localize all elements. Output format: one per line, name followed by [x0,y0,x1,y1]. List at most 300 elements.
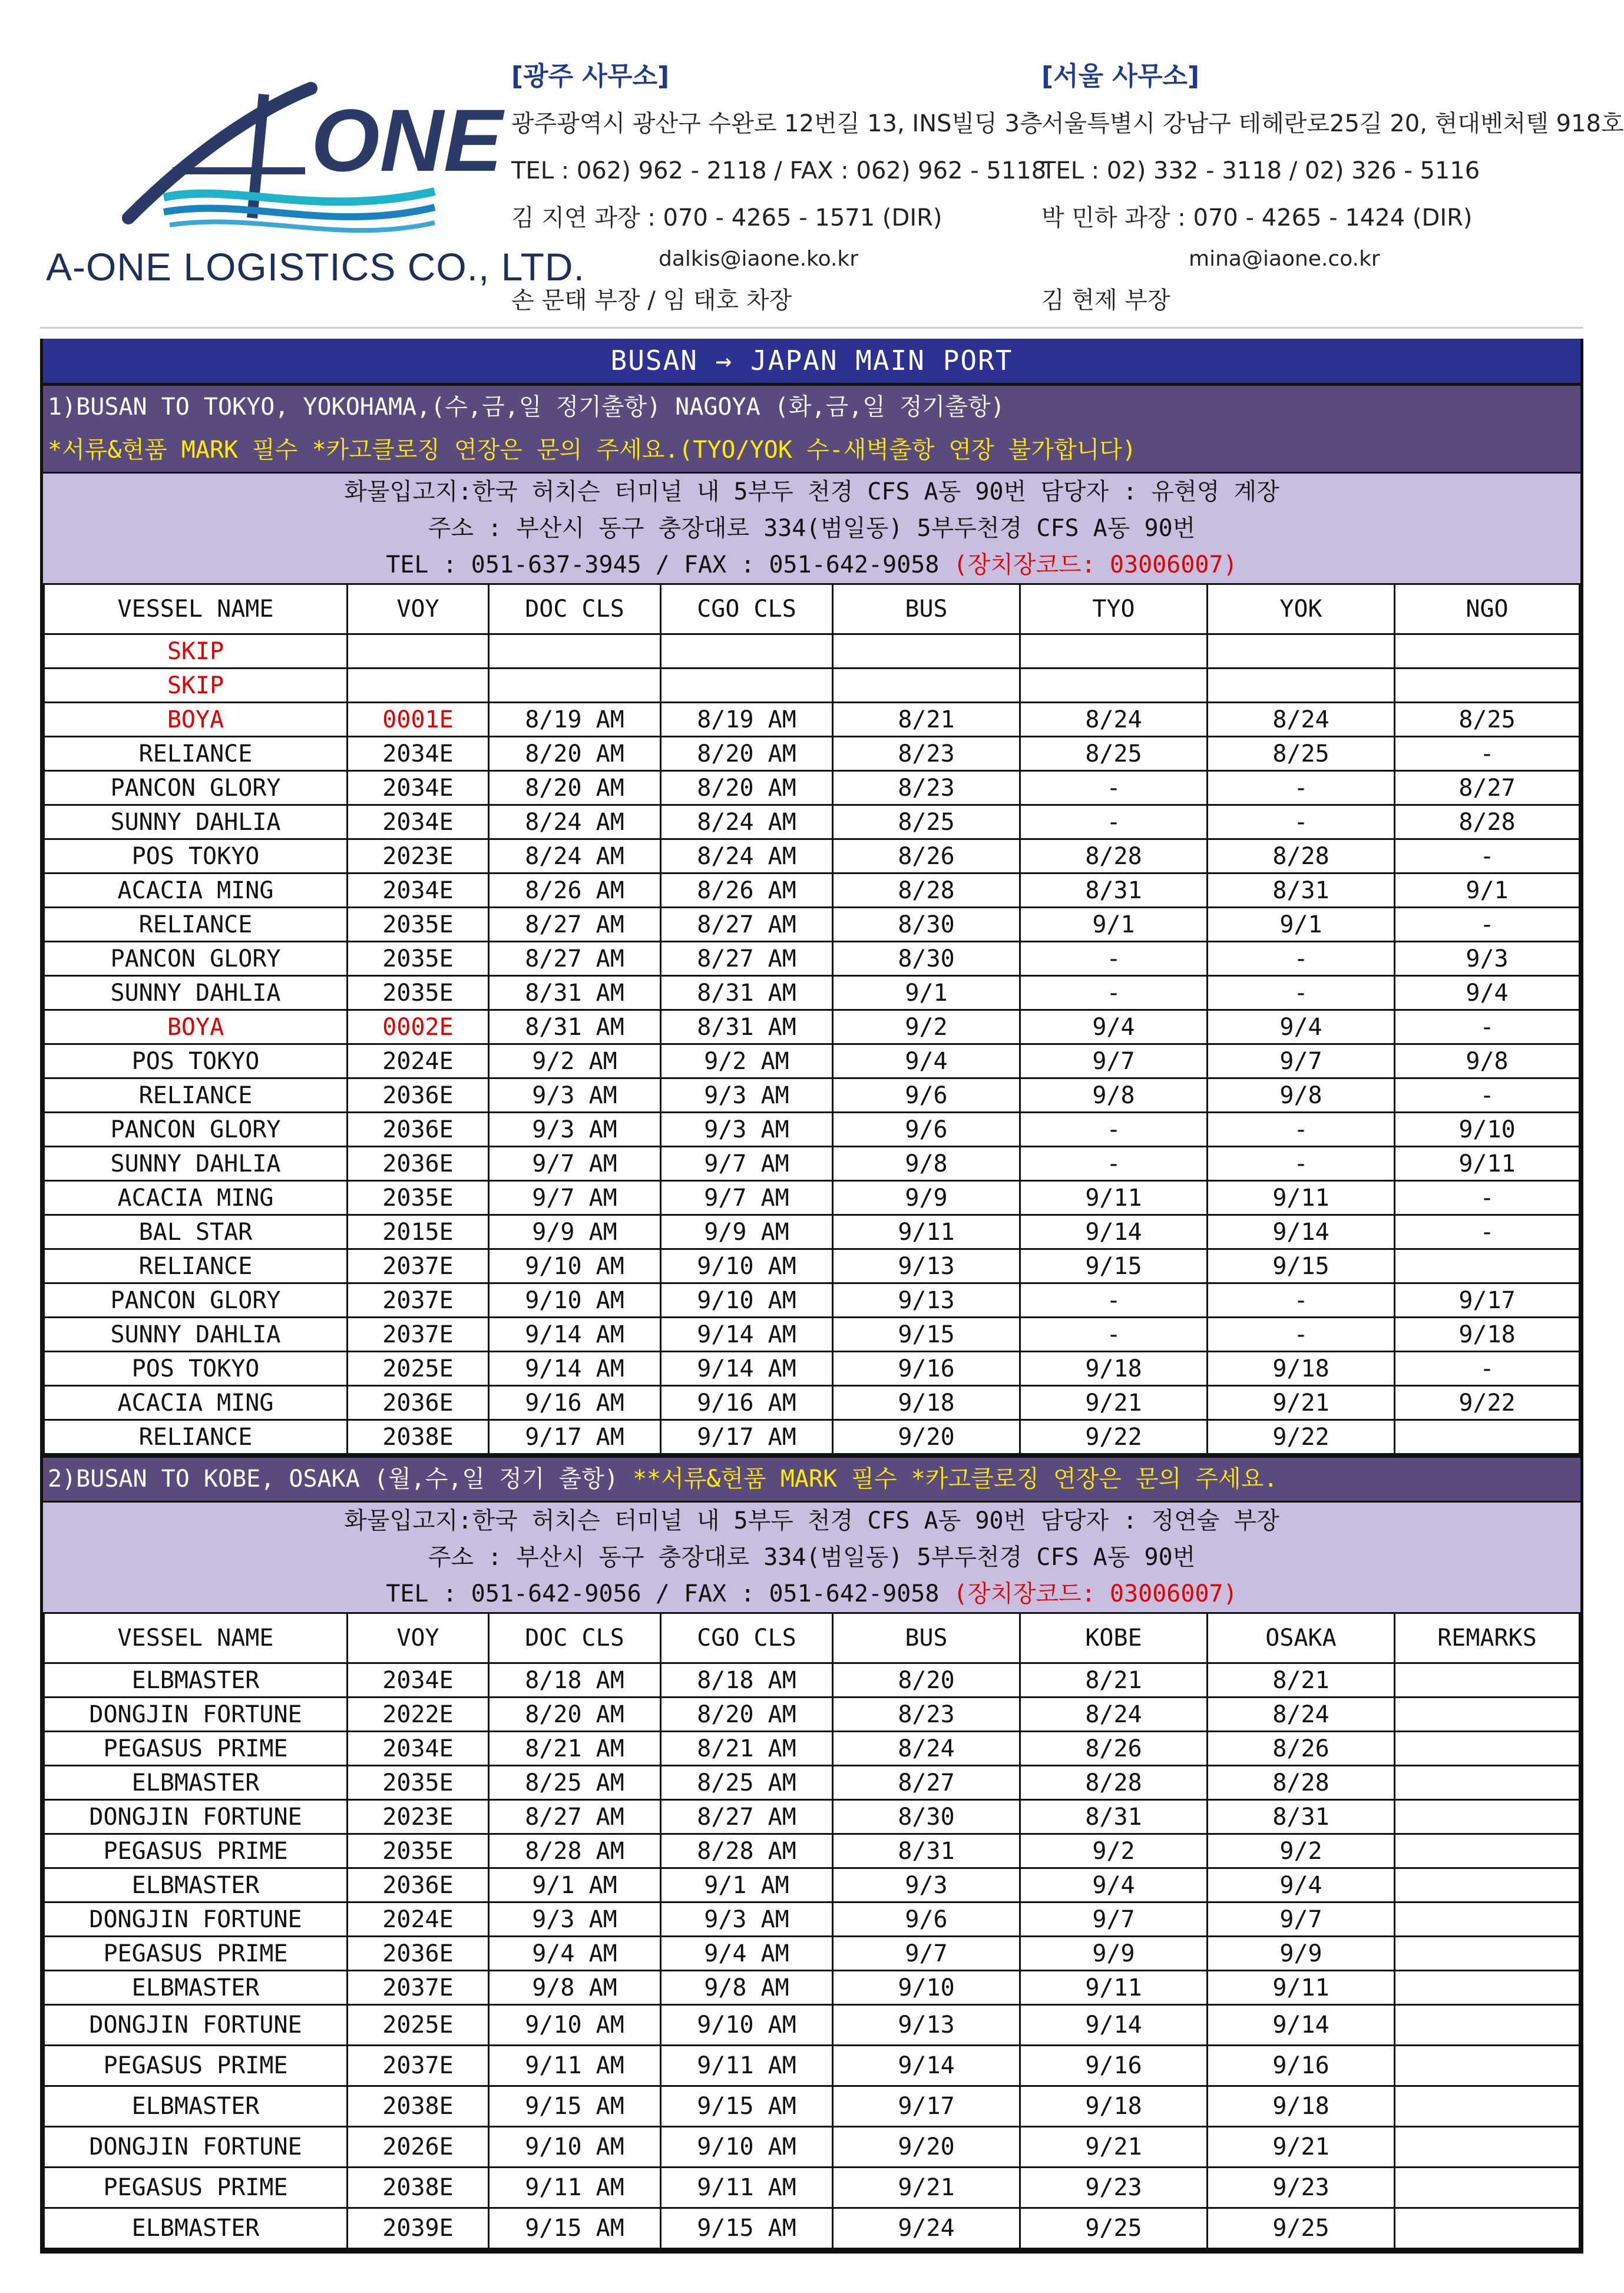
table-cell: 9/7 [1208,1044,1395,1078]
table-cell: 9/17 [833,2086,1020,2127]
table-row [44,2086,1580,2127]
table-cell: 0001E [348,703,489,737]
table-cell: 9/10 AM [489,2005,661,2046]
table-row [44,771,1580,805]
table-cell: 9/14 AM [489,1352,661,1386]
table-cell: 9/10 AM [661,1283,833,1318]
table-row [44,2046,1580,2086]
table-cell: 9/7 AM [661,1147,833,1181]
table-cell: - [1395,839,1580,873]
table-row [44,1044,1580,1078]
table-cell: RELIANCE [44,1249,348,1283]
table-cell: SKIP [44,669,348,703]
table-cell: ACACIA MING [44,1386,348,1420]
table-cell: 9/9 AM [489,1215,661,1249]
table-cell: 8/26 [1208,1732,1395,1766]
table-cell: 8/28 [1208,839,1395,873]
table-cell: DONGJIN FORTUNE [44,1698,348,1732]
table-row [44,1937,1580,1971]
column-header: BUS [833,584,1020,634]
table-cell [1395,2208,1580,2249]
letterhead [40,53,1624,321]
table-cell: 9/10 AM [661,1249,833,1283]
table-cell [1020,634,1208,669]
section2-tel-fax [43,1576,1580,1612]
table-cell: 9/1 [833,976,1020,1010]
column-header: TYO [1020,584,1208,634]
table-row [44,1732,1580,1766]
table-cell: - [1020,771,1208,805]
table-cell: 8/30 [833,1800,1020,1834]
table-cell: 9/16 [833,1352,1020,1386]
table-cell: 9/13 [833,2005,1020,2046]
table-cell [1395,2005,1580,2046]
route-banner: BUSAN → JAPAN MAIN PORT [43,339,1580,383]
table-cell: 9/7 AM [661,1181,833,1215]
table-cell: RELIANCE [44,908,348,942]
table-cell: 9/2 AM [489,1044,661,1078]
table-row [44,1318,1580,1352]
table-cell: 8/27 AM [489,942,661,976]
table-cell [661,634,833,669]
table-cell: 8/20 AM [489,771,661,805]
table-cell: RELIANCE [44,1420,348,1454]
table-cell: ACACIA MING [44,1181,348,1215]
table-cell: SUNNY DAHLIA [44,805,348,839]
table-cell: 8/25 AM [661,1766,833,1800]
table-cell: PANCON GLORY [44,1283,348,1318]
table-row [44,942,1580,976]
table-cell: - [1395,1215,1580,1249]
table-cell [1395,669,1580,703]
table-cell: RELIANCE [44,1078,348,1113]
table-cell: 8/24 [1208,703,1395,737]
table-cell: 8/20 [833,1663,1020,1698]
table-cell: 8/31 AM [661,1010,833,1044]
table-row [44,1283,1580,1318]
table-cell: PANCON GLORY [44,1113,348,1147]
table-cell: ELBMASTER [44,1868,348,1902]
table-cell: 8/31 AM [489,976,661,1010]
gwangju-contact: 김 지연 과장 : 070 - 4265 - 1571 (DIR) [511,204,942,231]
table-cell: 9/7 AM [489,1147,661,1181]
table-cell: - [1395,1078,1580,1113]
table-cell: 9/10 [833,1971,1020,2005]
table-cell [1395,1902,1580,1937]
table-cell: 9/22 [1208,1420,1395,1454]
section1-header [43,383,1580,472]
table-cell: - [1395,737,1580,771]
table-cell: 2026E [348,2127,489,2168]
column-header: CGO CLS [661,584,833,634]
table-cell: 9/15 [1020,1249,1208,1283]
table-cell: - [1208,1318,1395,1352]
table-cell: 9/4 [1208,1010,1395,1044]
table-row [44,908,1580,942]
table-cell: 9/9 [833,1181,1020,1215]
table-cell [1395,1732,1580,1766]
table-cell: 9/11 AM [489,2168,661,2208]
table-cell: 9/10 AM [489,2127,661,2168]
table-cell: 9/7 [833,1937,1020,1971]
table-cell: 9/15 [833,1318,1020,1352]
table-cell: 9/17 [1395,1283,1580,1318]
table-cell: 9/7 AM [489,1181,661,1215]
table-cell: 9/11 AM [661,2046,833,2086]
table-cell [1395,2127,1580,2168]
table-cell: POS TOKYO [44,839,348,873]
table-cell: 8/23 [833,771,1020,805]
table-cell: 9/11 [833,1215,1020,1249]
table-cell [1395,1868,1580,1902]
table-cell: 8/25 AM [489,1766,661,1800]
table-cell: 2034E [348,805,489,839]
seoul-tel-fax: TEL : 02) 332 - 3118 / 02) 326 - 5116 [1041,157,1480,184]
column-header: NGO [1395,584,1580,634]
table-cell [1395,1937,1580,1971]
table-cell: 2023E [348,1800,489,1834]
table-cell: POS TOKYO [44,1044,348,1078]
gwangju-staff: 손 문태 부장 / 임 태호 차장 [511,287,792,314]
table-cell: BOYA [44,1010,348,1044]
table-cell: - [1208,1283,1395,1318]
table-cell: 2037E [348,1971,489,2005]
table-cell: DONGJIN FORTUNE [44,2127,348,2168]
table-cell: 2037E [348,1318,489,1352]
table-cell [1395,1971,1580,2005]
table-cell: 9/17 AM [489,1420,661,1454]
header-divider [40,327,1583,329]
table-cell: 9/18 [833,1386,1020,1420]
table-cell: 8/21 AM [661,1732,833,1766]
seoul-address: 서울특별시 강남구 테헤란로25길 20, 현대벤처텔 918호 [1041,110,1624,137]
section1-tel-fax [43,547,1580,583]
section2-route-title [43,1458,1580,1501]
table-header-row [44,1613,1580,1663]
table-cell: 9/7 [1020,1044,1208,1078]
table-cell: - [1208,942,1395,976]
column-header: DOC CLS [489,1613,661,1663]
table-cell: 8/25 [833,805,1020,839]
table-cell: 9/3 AM [489,1113,661,1147]
gwangju-email[interactable]: dalkis@iaone.ko.kr [659,247,859,271]
gwangju-address: 광주광역시 광산구 수완로 12번길 13, INS빌딩 3층 [511,110,1043,137]
seoul-office-block [1041,53,1624,324]
table-row [44,805,1580,839]
table-cell: 9/21 [1020,1386,1208,1420]
table-cell: DONGJIN FORTUNE [44,1800,348,1834]
table-cell: 9/15 AM [661,2086,833,2127]
section2-tel-text: TEL : 051-642-9056 / FAX : 051-642-9058 [386,1580,940,1607]
table-row [44,873,1580,908]
table-cell: 2034E [348,1663,489,1698]
table-row [44,1249,1580,1283]
company-logo [40,53,585,321]
section1-storage-code: (장치장코드: 03006007) [939,551,1238,578]
table-cell: 8/27 AM [661,908,833,942]
table-cell: 9/6 [833,1902,1020,1937]
table-cell: 8/31 AM [661,976,833,1010]
table-cell [1395,1800,1580,1834]
table-row [44,1971,1580,2005]
table-cell: 9/21 [1208,2127,1395,2168]
table-cell: - [1395,1010,1580,1044]
table-cell: ELBMASTER [44,1663,348,1698]
table-cell: - [1395,1181,1580,1215]
table-row [44,669,1580,703]
table-row [44,2127,1580,2168]
table-cell: 2037E [348,1283,489,1318]
table-cell: 9/3 AM [661,1078,833,1113]
table-cell: 9/22 [1020,1420,1208,1454]
table-cell: 9/1 [1395,873,1580,908]
gwangju-office-block [511,53,1046,324]
table-cell: 8/23 [833,737,1020,771]
section2-address: 주소 : 부산시 동구 충장대로 334(범일동) 5부두천경 CFS A동 90번 [428,1544,1196,1571]
table-cell: 2038E [348,2086,489,2127]
table-cell: 9/3 AM [489,1078,661,1113]
table-cell: 9/24 [833,2208,1020,2249]
table-row [44,1078,1580,1113]
table-cell: 9/8 [1395,1044,1580,1078]
table-cell: 2015E [348,1215,489,1249]
section2-header [43,1455,1580,1501]
table-cell: 8/27 [833,1766,1020,1800]
table-cell: 9/2 AM [661,1044,833,1078]
table-cell: 9/9 [1208,1937,1395,1971]
table-cell: SUNNY DAHLIA [44,1147,348,1181]
table-cell: 9/15 [1208,1249,1395,1283]
table-cell: 9/8 [833,1147,1020,1181]
table-cell: 9/3 [833,1868,1020,1902]
table-cell: 2024E [348,1044,489,1078]
table-cell: 8/28 AM [489,1834,661,1868]
table-cell: 8/31 [1208,873,1395,908]
seoul-contact: 박 민하 과장 : 070 - 4265 - 1424 (DIR) [1041,204,1473,231]
table-cell: 9/4 [1020,1010,1208,1044]
table-cell: 2024E [348,1902,489,1937]
section1-notice: *서류&현품 MARK 필수 *카고클로징 연장은 문의 주세요.(TYO/YOK 수-새벽출항 연장 불가합니다) [48,436,1137,464]
table-cell: PEGASUS PRIME [44,2168,348,2208]
table-cell: 9/9 AM [661,1215,833,1249]
table-cell: 9/1 [1020,908,1208,942]
table-header-row [44,584,1580,634]
column-header: DOC CLS [489,584,661,634]
table-cell: 9/4 [833,1044,1020,1078]
table-cell: 8/20 AM [661,771,833,805]
table-cell [1395,2168,1580,2208]
table-cell: 9/1 AM [661,1868,833,1902]
section1-route-title: 1)BUSAN TO TOKYO, YOKOHAMA,(수,금,일 정기출항) NAGOYA (화,금,일 정기출항) [48,393,1005,421]
table-cell: 9/6 [833,1113,1020,1147]
section2-route-text: 2)BUSAN TO KOBE, OSAKA (월,수,일 정기 출항) [48,1465,633,1493]
table-row [44,1902,1580,1937]
table-cell: 9/10 [1395,1113,1580,1147]
table-cell: - [1208,1147,1395,1181]
table-cell: 2036E [348,1386,489,1420]
table-cell: 8/18 AM [489,1663,661,1698]
table-cell: ACACIA MING [44,873,348,908]
table-cell: 9/18 [1395,1318,1580,1352]
table-cell: SUNNY DAHLIA [44,976,348,1010]
table-cell: 2036E [348,1868,489,1902]
table-cell: 8/24 AM [489,839,661,873]
table-cell: 9/3 [1395,942,1580,976]
table-cell: PEGASUS PRIME [44,2046,348,2086]
table-cell: 9/10 AM [661,2127,833,2168]
table-cell [833,634,1020,669]
table-cell [833,669,1020,703]
table-cell: BOYA [44,703,348,737]
table-row [44,839,1580,873]
svg-text:ONE: ONE [311,91,503,190]
table-cell: 8/20 AM [661,1698,833,1732]
table-cell: 9/13 [833,1283,1020,1318]
table-cell: - [1395,1352,1580,1386]
table-cell: SKIP [44,634,348,669]
table-cell: 8/24 AM [661,805,833,839]
seoul-email[interactable]: mina@iaone.co.kr [1189,247,1380,271]
column-header: BUS [833,1613,1020,1663]
table-cell: 8/28 [1395,805,1580,839]
table-cell: 8/24 [1208,1698,1395,1732]
seoul-office-title: [서울 사무소] [1041,61,1200,91]
table-cell: 9/11 [1208,1181,1395,1215]
table-cell: 8/18 AM [661,1663,833,1698]
table-cell: 9/4 [1208,1868,1395,1902]
table-cell: 2023E [348,839,489,873]
table-cell: 0002E [348,1010,489,1044]
table-row [44,1010,1580,1044]
table-cell: 8/20 AM [661,737,833,771]
table-cell: 8/24 AM [489,805,661,839]
table-cell: 9/20 [833,2127,1020,2168]
table-cell: - [1208,771,1395,805]
table-cell: 9/18 [1208,2086,1395,2127]
section1-warehouse: 화물입고지:한국 허치슨 터미널 내 5부두 천경 CFS A동 90번 담당자 : 유현영 계장 [344,478,1279,505]
table-cell [348,669,489,703]
company-name: A-ONE LOGISTICS CO., LTD. [46,245,585,289]
table-cell: - [1395,908,1580,942]
table-cell: 8/30 [833,942,1020,976]
table-cell: 9/9 [1020,1937,1208,1971]
table-cell: 9/6 [833,1078,1020,1113]
table-cell: 8/19 AM [489,703,661,737]
table-cell: 8/31 [1020,873,1208,908]
table-cell: 2037E [348,1249,489,1283]
table-cell: 9/21 [833,2168,1020,2208]
table-cell: 9/7 [1208,1902,1395,1937]
table-cell: 9/10 AM [489,1249,661,1283]
table-cell: 8/28 [1020,1766,1208,1800]
table-cell: SUNNY DAHLIA [44,1318,348,1352]
table-cell: 9/3 AM [489,1902,661,1937]
section1-tel-text: TEL : 051-637-3945 / FAX : 051-642-9058 [386,551,940,578]
table-cell: 9/25 [1208,2208,1395,2249]
table-cell: 9/16 [1208,2046,1395,2086]
table-row [44,634,1580,669]
section2-notice: **서류&현품 MARK 필수 *카고클로징 연장은 문의 주세요. [632,1465,1278,1493]
column-header: KOBE [1020,1613,1208,1663]
table-cell [1395,1663,1580,1698]
table-cell: 9/23 [1020,2168,1208,2208]
table-cell: 9/23 [1208,2168,1395,2208]
table-cell: 8/25 [1395,703,1580,737]
table-cell: DONGJIN FORTUNE [44,1902,348,1937]
table-row [44,1800,1580,1834]
table-cell [489,634,661,669]
table-cell [1395,634,1580,669]
table-cell: 9/14 [833,2046,1020,2086]
table-cell: 8/20 AM [489,1698,661,1732]
table-cell: 9/14 AM [661,1352,833,1386]
table-row [44,1698,1580,1732]
schedule-sheet [40,339,1583,2254]
table-cell: 8/26 AM [661,873,833,908]
table-cell: 8/28 [1020,839,1208,873]
table-cell: ELBMASTER [44,1971,348,2005]
table-cell: 8/21 [1020,1663,1208,1698]
table-cell: - [1020,1318,1208,1352]
table-cell: 9/11 [1208,1971,1395,2005]
table-cell: 8/31 [1020,1800,1208,1834]
section2-cfs-info [43,1501,1580,1612]
table-cell: 9/3 AM [661,1902,833,1937]
table-cell: 9/15 AM [489,2086,661,2127]
table-cell: 2035E [348,976,489,1010]
section2-warehouse: 화물입고지:한국 허치슨 터미널 내 5부두 천경 CFS A동 90번 담당자 : 정연술 부장 [344,1507,1279,1534]
table-cell: 9/14 [1020,1215,1208,1249]
table-cell: 8/27 AM [661,942,833,976]
table-cell: 2035E [348,1766,489,1800]
table-cell: DONGJIN FORTUNE [44,2005,348,2046]
table-cell: 9/21 [1208,1386,1395,1420]
table-cell [348,634,489,669]
table-cell: 8/20 AM [489,737,661,771]
table-cell: 9/17 AM [661,1420,833,1454]
table-cell: 8/21 AM [489,1732,661,1766]
table-cell: 9/15 AM [661,2208,833,2249]
table-cell: 2034E [348,771,489,805]
table-cell: - [1020,805,1208,839]
table-cell: 2034E [348,1732,489,1766]
table-cell: PANCON GLORY [44,942,348,976]
table-cell: 8/27 AM [489,908,661,942]
column-header: CGO CLS [661,1613,833,1663]
table-row [44,2005,1580,2046]
table-cell: 9/14 [1208,2005,1395,2046]
table-cell: 8/27 [1395,771,1580,805]
table-cell [1395,1766,1580,1800]
table-row [44,1766,1580,1800]
column-header: VESSEL NAME [44,1613,348,1663]
table-cell: 8/28 [833,873,1020,908]
table-cell: PEGASUS PRIME [44,1937,348,1971]
table-cell: ELBMASTER [44,2208,348,2249]
table-cell: 8/24 [1020,703,1208,737]
table-cell [1208,669,1395,703]
table-cell: 8/21 [1208,1663,1395,1698]
table-cell: 9/18 [1208,1352,1395,1386]
table-cell: 9/18 [1020,1352,1208,1386]
table-cell [489,669,661,703]
table-cell: 8/28 [1208,1766,1395,1800]
table-cell: 9/10 AM [661,2005,833,2046]
column-header: YOK [1208,584,1395,634]
table-cell [1395,2086,1580,2127]
table-cell: 8/21 [833,703,1020,737]
table-cell: PANCON GLORY [44,771,348,805]
